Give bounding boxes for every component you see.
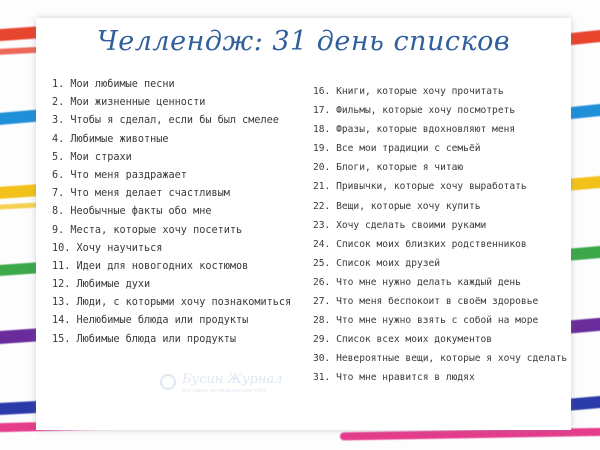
- list-item: 1. Мои любимые песни: [52, 79, 175, 90]
- list-item: 11. Идеи для новогодних костюмов: [52, 260, 249, 272]
- list-item: 21. Привычки, которые хочу выработать: [313, 181, 527, 193]
- watermark-name: Бусин Журнал: [182, 372, 283, 387]
- list-item: 8. Необычные факты обо мне: [52, 206, 212, 218]
- list-column-right: [313, 82, 567, 388]
- list-item: 12. Любимые духи: [52, 279, 151, 291]
- list-item: 17. Фильмы, которые хочу посмотреть: [313, 105, 516, 117]
- list-item: 31. Что мне нравится в людях: [313, 372, 475, 384]
- watermark-mark-icon: [160, 374, 176, 390]
- list-item: 29. Список всех моих документов: [313, 334, 493, 346]
- list-item: 24. Список моих близких родственников: [313, 238, 527, 250]
- list-item: 10. Хочу научиться: [52, 242, 163, 254]
- list-item: 25. Список моих друзей: [313, 257, 441, 269]
- list-item: 22. Вещи, которые хочу купить: [313, 200, 481, 212]
- list-item: 18. Фразы, которые вдохновляют меня: [313, 124, 516, 136]
- list-item: 28. Что мне нужно взять с собой на море: [313, 315, 539, 327]
- list-item: 20. Блоги, которые я читаю: [313, 162, 464, 174]
- list-column-left: [52, 76, 291, 349]
- list-item: 14. Нелюбимые блюда или продукты: [52, 315, 249, 327]
- list-item: 27. Что меня беспокоит в своём здоровье: [313, 296, 539, 308]
- list-item: 30. Невероятные вещи, которые я хочу сделать: [313, 353, 568, 365]
- list-item: 6. Что меня раздражает: [52, 169, 187, 181]
- list-item: 9. Места, которые хочу посетить: [52, 224, 243, 236]
- watermark-subtitle: Всё самое интересное для тебя: [182, 388, 266, 394]
- list-item: 19. Все мои традиции с семьёй: [313, 143, 481, 155]
- watermark-logo: [160, 370, 320, 400]
- list-item: 2. Мои жизненные ценности: [52, 97, 206, 109]
- paint-stroke-yellow-left-2: [0, 202, 40, 210]
- list-item: 13. Люди, с которыми хочу познакомиться: [52, 297, 292, 309]
- page-title: Челлендж: 31 день списков: [96, 26, 511, 57]
- list-item: 5. Мои страхи: [52, 151, 132, 163]
- list-item: 23. Хочу сделать своими руками: [313, 219, 487, 231]
- list-item: 4. Любимые животные: [52, 133, 169, 145]
- list-item: 16. Книги, которые хочу прочитать: [313, 86, 504, 97]
- list-item: 15. Любимые блюда или продукты: [52, 333, 237, 345]
- list-item: 7. Что меня делает счастливым: [52, 188, 230, 200]
- list-card: [36, 18, 571, 430]
- list-item: 3. Чтобы я сделал, если бы был смелее: [52, 115, 279, 127]
- list-item: 26. Что мне нужно делать каждый день: [313, 276, 521, 288]
